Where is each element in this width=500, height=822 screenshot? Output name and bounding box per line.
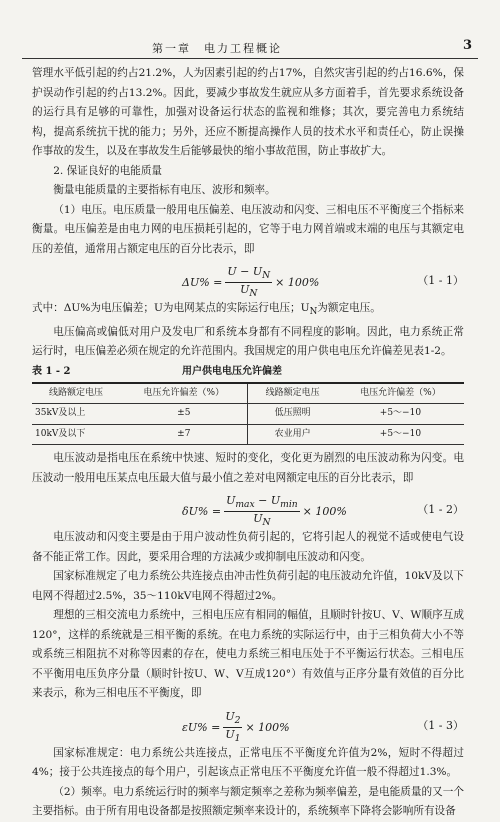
table-cell: 35kV及以上 (32, 404, 120, 425)
paragraph: 电压波动和闪变主要是由于用户波动性负荷引起的，它将引起人的视觉不适或使电气设备不能正常工作。因此，要采用合理的方法减少或抑制电压波动和闪变。 (32, 531, 464, 563)
section-heading: 2. 保证良好的电能质量 (53, 164, 163, 177)
equation-number: （1 - 1） (417, 274, 464, 287)
formula-voltage-unbalance (32, 706, 464, 742)
formula-subscript: N (249, 288, 258, 300)
formula-lhs: εU% = (182, 720, 221, 734)
table-header-row (32, 383, 464, 404)
paragraph: 管理水平低引起的约占21.2%，人为因素引起的约占17%，自然灾害引起的约占16.6%，保护误动作引起的约占13.2%。因此，要减少事故发生就应从多方面着手，首先要求系统设备的运行具有足够的可靠性，加强对设备运行状态的监视和维修；其次，要完善电力系统结构，提高系统抗干扰的能力；另外，还应不断提高操作人员的技术水平和责任心，防止误操作事故的发生，以及在事故发生后能够最快的缩小事故范围，防止事故扩大。 (32, 67, 464, 157)
page-number: 3 (462, 38, 472, 53)
formula-voltage-fluctuation (32, 490, 464, 529)
formula-numerator: − U (254, 494, 281, 508)
equation-number: （1 - 3） (417, 718, 464, 732)
table-row (32, 424, 464, 445)
table-cell: +5～−10 (337, 424, 464, 445)
paragraph: （1）电压。电压质量一般用电压偏差、电压波动和闪变、三相电压不平衡度三个指标来衡量。电压偏差是由电力网的电压损耗引起的，它等于电力网首端或末端的电压与其额定电压的差值，通常用占额定电压的百分比表示，即 (32, 203, 464, 255)
formula-tail: × 100% (302, 505, 347, 519)
formula-subscript: 2 (234, 714, 241, 726)
formula-numerator: U − U (227, 265, 263, 278)
table-cell: 农业用户 (248, 424, 337, 445)
table-cell: +5～−10 (337, 404, 464, 425)
formula-fraction (224, 494, 300, 529)
paragraph: 国家标准规定了电力系统公共连接点由冲击性负荷引起的电压波动允许值，10kV及以下电网不得超过2.5%，35～110kV电网不得超过2%。 (32, 570, 464, 602)
formula-tail: × 100% (275, 275, 320, 289)
formula-denominator: U (225, 727, 235, 741)
formula-subscript: min (280, 499, 298, 511)
table-header: 线路额定电压 (32, 383, 120, 404)
paragraph: 理想的三相交流电力系统中，三相电压应有相同的幅值，且顺时针按U、V、W顺序互成120°，这样的系统就是三相平衡的系统。在电力系统的实际运行中，由于三相负荷大小不等或系统三相阻抗不对称等因素的存在，使电力系统三相电压处于不平衡运行状态。三相电压不平衡用电压负序分量（顺时针按U、W、V互成120°）有效值与正序分量有效值的百分比来表示，称为三相电压不平衡度，即 (32, 609, 464, 700)
formula-denominator: U (240, 283, 250, 297)
formula-subscript: 1 (234, 732, 241, 744)
paragraph: 衡量电能质量的主要指标有电压、波形和频率。 (53, 184, 276, 196)
paragraph (32, 299, 464, 323)
equation-number: （1 - 2） (417, 503, 464, 517)
chapter-title: 第一章 电力工程概论 (152, 42, 282, 55)
table-title: 用户供电电压允许偏差 (182, 365, 282, 377)
text-span: 为额定电压。 (317, 302, 381, 314)
formula-numerator: U (225, 709, 235, 723)
table-header: 电压允许偏差（%） (120, 383, 248, 404)
page-header (22, 38, 478, 56)
voltage-deviation-table (32, 382, 464, 446)
formula-fraction (225, 265, 272, 300)
body-text (32, 64, 464, 822)
paragraph: 国家标准规定：电力系统公共连接点，正常电压不平衡度允许值为2%，短时不得超过4%；接于公共连接点的每个用户，引起该点正常电压不平衡度允许值一般不得超过1.3%。 (32, 746, 464, 779)
paragraph: （2）频率。电力系统运行时的频率与额定频率之差称为频率偏差，是电能质量的又一个主要指标。由于所有用电设备都是按照额定频率来设计的，系统频率下降将会影响所有设备 (32, 785, 464, 818)
formula-lhs: ΔU% = (182, 275, 223, 289)
table-cell: ±5 (120, 404, 248, 425)
table-cell: ±7 (120, 424, 248, 445)
paragraph: 电压波动是指电压在系统中快速、短时的变化，变化更为剧烈的电压波动称为闪变。电压波动一般用电压某点电压最大值与最小值之差对电网额定电压的百分比表示，即 (32, 452, 464, 484)
formula-denominator: U (253, 512, 263, 526)
formula-fraction (223, 710, 242, 745)
formula-voltage-deviation (32, 261, 464, 300)
formula-tail: × 100% (245, 720, 290, 734)
table-row (32, 404, 464, 425)
header-rule (22, 58, 478, 59)
subscript: N (309, 307, 318, 318)
paragraph: 电压偏高或偏低对用户及发电厂和系统本身都有不同程度的影响。因此，电力系统正常运行时，电压偏差必须在规定的允许范围内。我国规定的用户供电电压允许偏差见表1-2。 (32, 325, 464, 358)
formula-subscript: max (235, 499, 255, 511)
formula-numerator: U (226, 494, 236, 508)
table-cell: 10kV及以下 (32, 424, 120, 445)
table-number: 表 1 - 2 (32, 365, 71, 377)
table-header: 电压允许偏差（%） (337, 383, 464, 404)
formula-subscript: N (262, 517, 271, 529)
table-header: 线路额定电压 (248, 383, 337, 404)
text-span: 式中：ΔU%为电压偏差；U为电网某点的实际运行电压；U (32, 302, 310, 314)
table-caption (32, 362, 464, 382)
formula-subscript: N (262, 270, 271, 282)
formula-lhs: δU% = (182, 505, 222, 519)
table-cell: 低压照明 (248, 404, 337, 425)
